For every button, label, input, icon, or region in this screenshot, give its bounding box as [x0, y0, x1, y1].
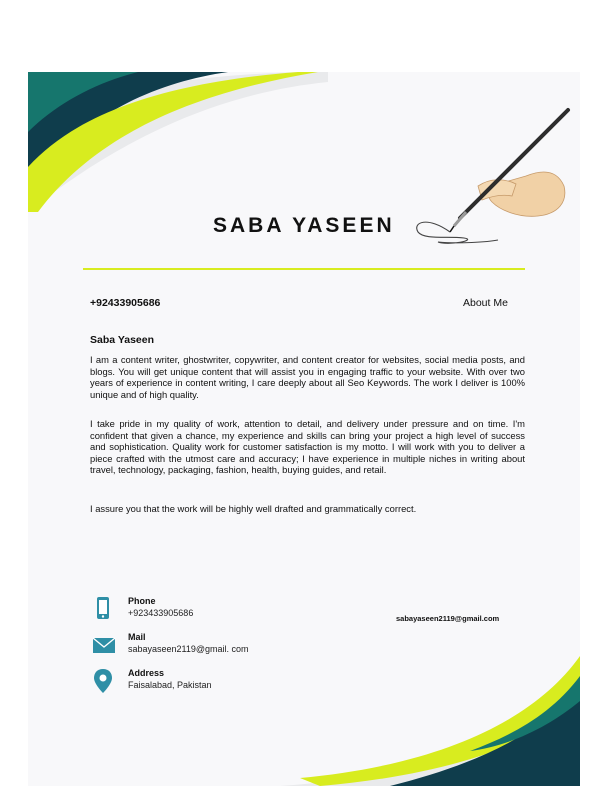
bottom-right-swoosh-decoration	[280, 656, 580, 786]
phone-value: +923433905686	[128, 608, 194, 618]
location-pin-icon	[92, 668, 114, 694]
mail-title: Mail	[128, 632, 146, 642]
header-phone: +92433905686	[90, 297, 161, 309]
phone-title: Phone	[128, 596, 156, 606]
letter-greeting: Saba Yaseen	[90, 334, 155, 346]
top-left-swoosh-decoration	[28, 72, 328, 222]
letter-page	[28, 72, 580, 786]
letter-paragraph-3: I assure you that the work will be highly well drafted and grammatically correct.	[90, 503, 417, 514]
author-name-heading: SABA YASEEN	[213, 214, 395, 237]
mail-icon	[92, 632, 116, 658]
mail-value: sabayaseen2119@gmail. com	[128, 644, 249, 654]
letter-paragraph-1: I am a content writer, ghostwriter, copywriter, and content creator for websites, social media posts, and blogs. You will get unique content that will assist you in engaging traffic to your website. With over two years of experience in content writing, I care deeply about all Seo Keywords. The work I deliver is 100% unique and of high quality.	[90, 354, 525, 400]
address-title: Address	[128, 668, 165, 678]
section-label-about: About Me	[463, 297, 508, 309]
phone-icon	[92, 596, 114, 622]
address-value: Faisalabad, Pakistan	[128, 680, 212, 690]
letter-paragraph-2: I take pride in my quality of work, attention to detail, and delivery under pressure and on time. I'm confident that given a chance, my experience and skills can bring your project a high level of success and sophistication. Quality work for customer satisfaction is my motto. I will work with you to deliver a piece crafted with the utmost care and accuracy; I have experience in multiple niches in writing about travel, technology, packaging, fashion, health, buying guides, and retail.	[90, 418, 525, 476]
writing-hand-illustration	[408, 106, 578, 246]
footer-email: sabayaseen2119@gmail.com	[396, 614, 500, 623]
header-divider	[83, 268, 525, 270]
